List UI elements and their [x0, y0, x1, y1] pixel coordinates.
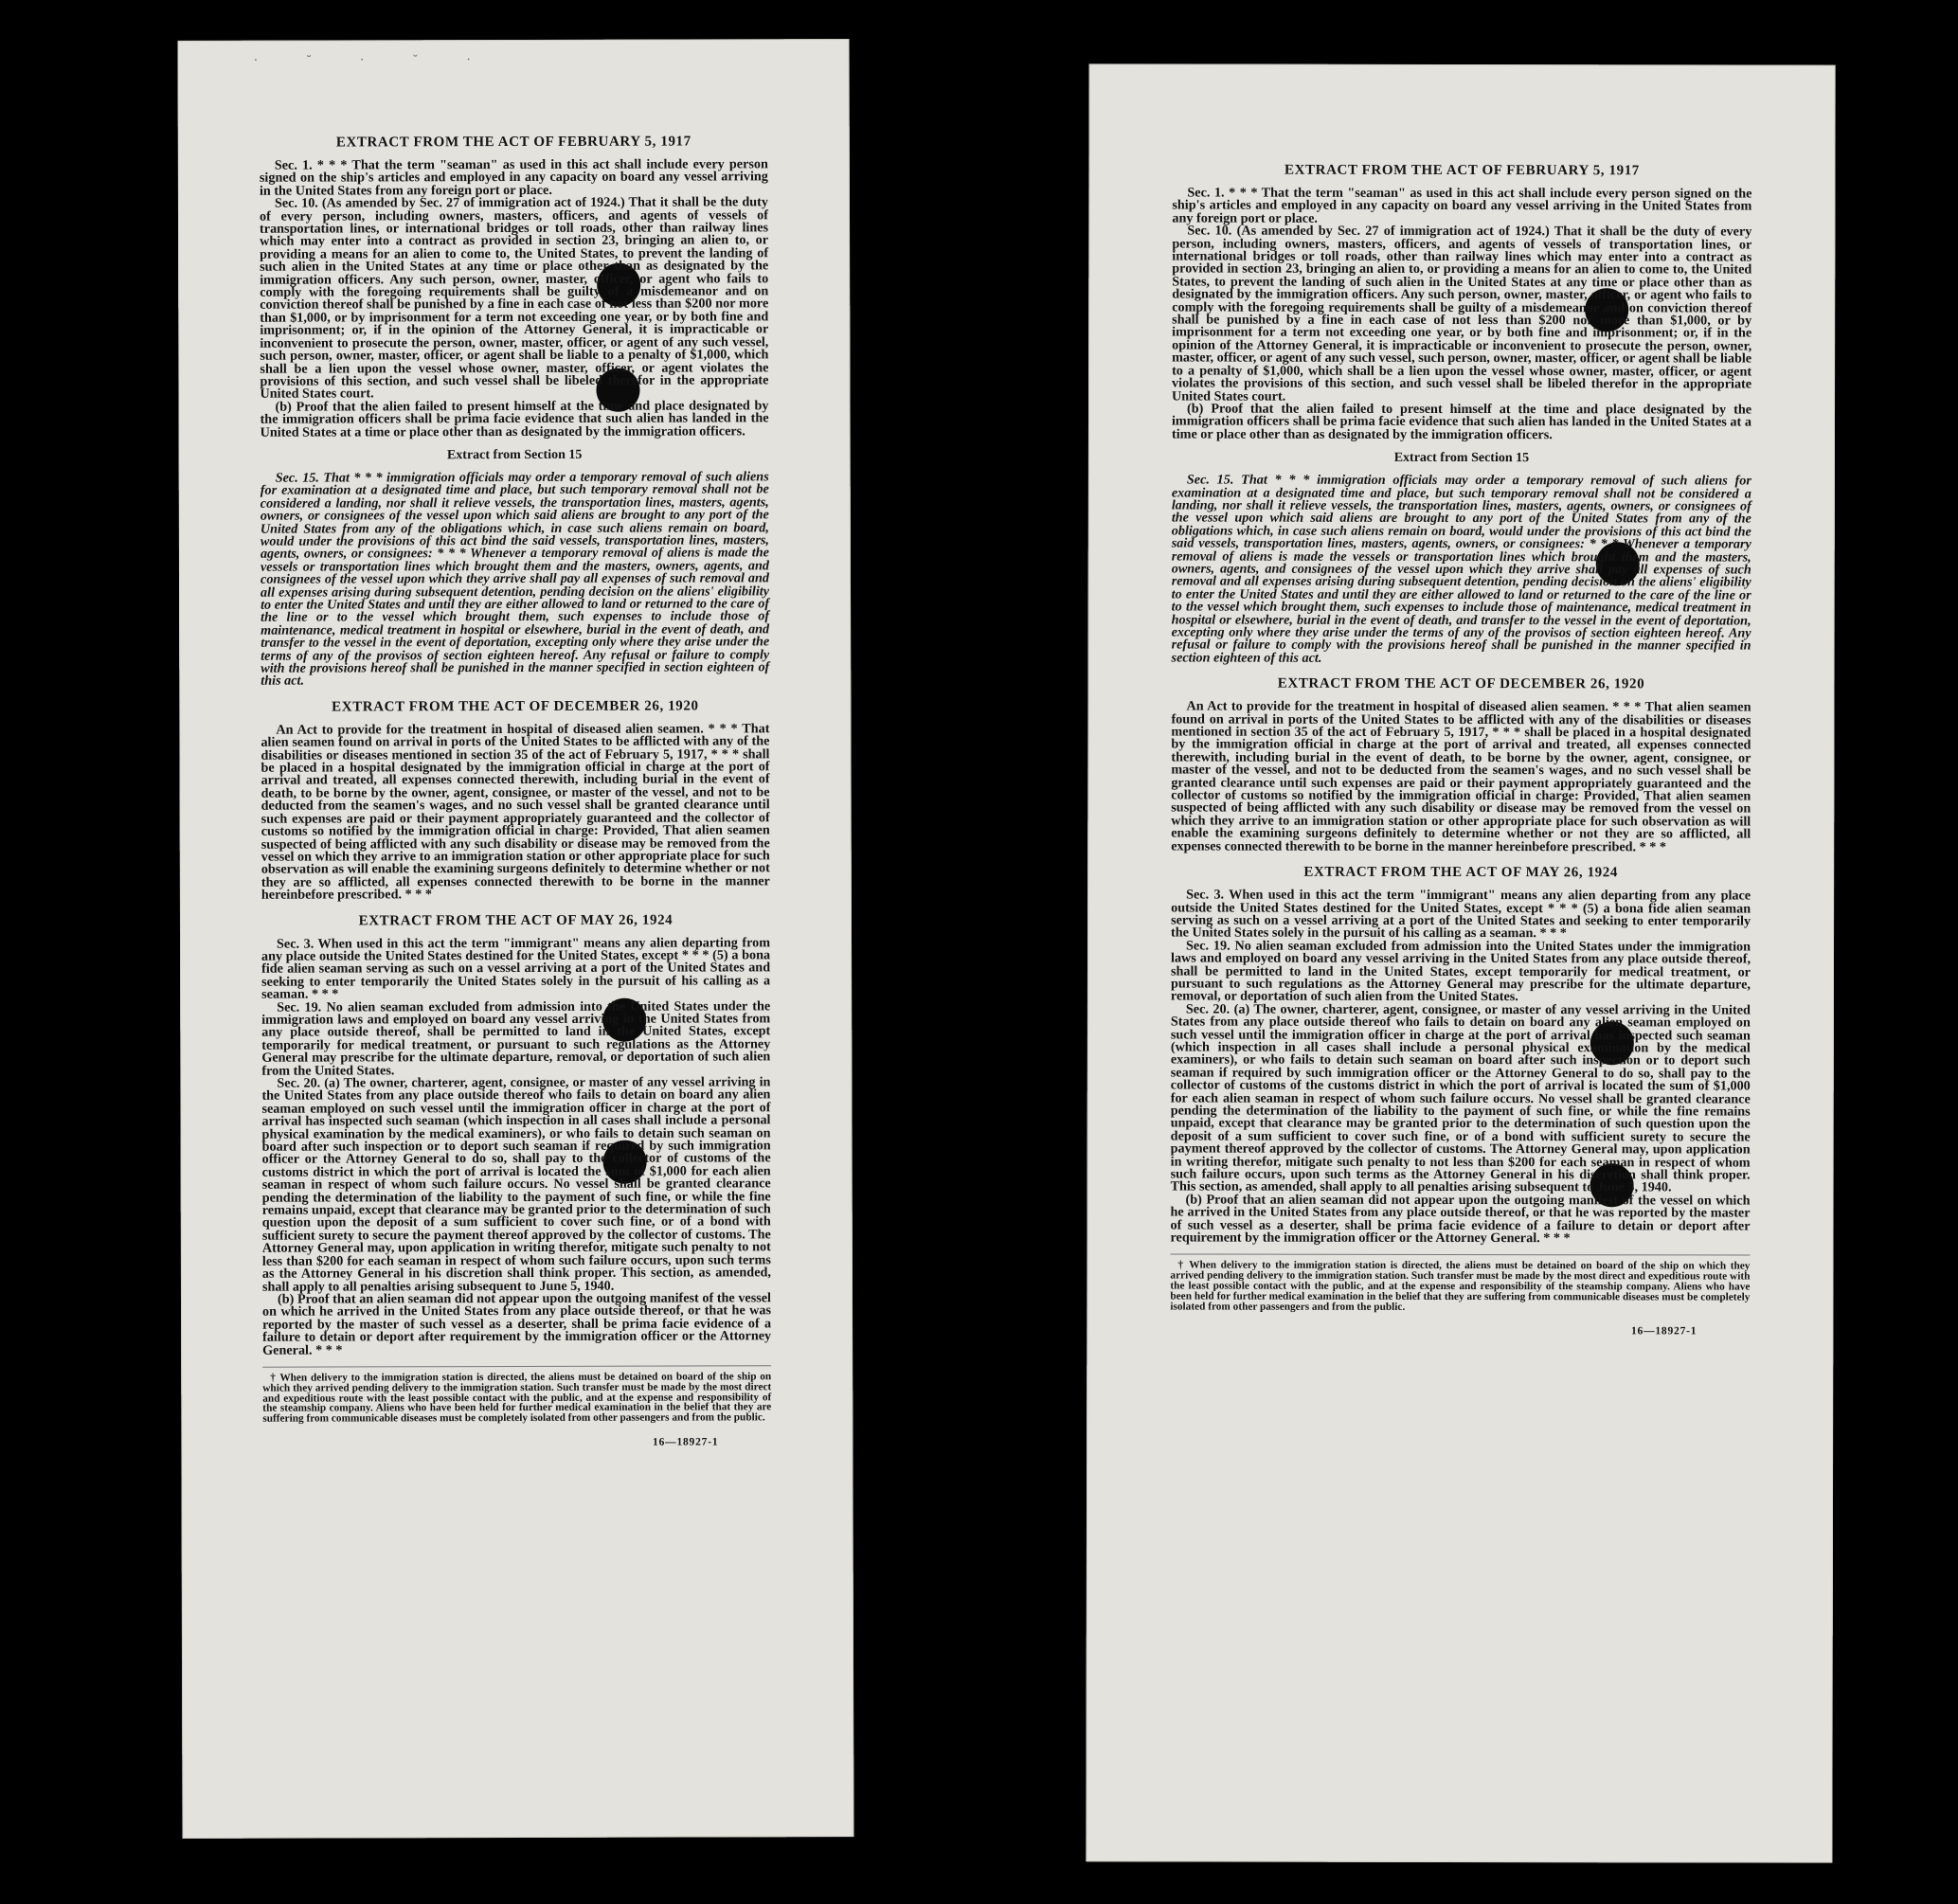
document-body — [260, 134, 772, 1448]
document-body — [1170, 162, 1751, 1338]
heading-act-1924: EXTRACT FROM THE ACT OF MAY 26, 1924 — [358, 912, 674, 928]
heading-act-1917: EXTRACT FROM THE ACT OF FEBRUARY 5, 1917 — [335, 134, 692, 151]
section-10-b: (b) Proof that the alien failed to present himself at the time and place designated by the immigration officers shall be prima facie evidence that such alien has landed in the United States at a time or place other than as designated by the immigration officers. — [260, 398, 769, 440]
section-3: Sec. 3. When used in this act the term "immigrant" means any alien departing from any place outside the United States destined for the United States, except * * * (5) a bona fide alien seaman serving as such on a vessel arriving at a port of the United States and seeking to enter temporarily the United States solely in the pursuit of his calling as a seaman. * * * — [261, 934, 771, 1002]
section-20-a: Sec. 20. (a) The owner, charterer, agent, consignee, or master of any vessel arriving in the United States from any place outside thereof who fails to detain on board any alien seaman employed on such vessel until the immigration officer in charge at the port of arrival has inspected such seaman (which inspection in all cases shall include a personal physical examination by the medical examiners), or who fails to detain such seaman on board after such inspection or to deport such seaman if required by such immigration officer or the Attorney General to do so, shall pay to the collector of customs of the customs district in which the port of arrival is located the sum of $1,000 for each alien seaman in respect of whom such failure occurs. No vessel shall be granted clearance pending the determination of the liability to the payment of such fine, or while the fine remains unpaid, except that clearance may be granted prior to the determination of such question upon the deposit of a sum sufficient to cover such fine, or of a bond with sufficient surety to secure the payment thereof approved by the collector of customs. The Attorney General may, upon application in writing therefor, mitigate such penalty to not less than $200 for each seaman in respect of whom such failure occurs, upon such terms as the Attorney General in his discretion shall think proper. This section, as amended, shall apply to all penalties arising subsequent to June 5, 1940. — [1170, 1001, 1751, 1195]
act-1920-text: An Act to provide for the treatment in hospital of diseased alien seamen. * * * That alien seamen found on arrival in ports of the United States to be afflicted with any of the disabilities or diseases mentioned in section 35 of the act of February 5, 1917, * * * shall be placed in a hospital designated by the immigration official in charge at the port of arrival and treated, all expenses connected therewith, including burial in the event of death, to be borne by the owner, agent, consignee, or master of the vessel, and not to be deducted from the seamen's wages, and no such vessel shall be granted clearance until such expenses are paid or their payment appropriately guaranteed and the collector of customs so notified by the immigration official in charge: Provided, That alien seamen suspected of being afflicted with any such disability or disease may be removed from the vessel on which they arrive to an immigration station or other appropriate place for such observation as will enable the examining surgeons definitely to determine whether or not they are so afflicted, all expenses connected therewith to be borne in the manner hereinbefore prescribed. * * * — [1171, 698, 1751, 855]
scan-specks: · ˘ · ˘ · — [253, 53, 494, 68]
heading-act-1924: EXTRACT FROM THE ACT OF MAY 26, 1924 — [1303, 864, 1618, 881]
subheading-section-15: Extract from Section 15 — [1393, 451, 1530, 466]
heading-act-1920: EXTRACT FROM THE ACT OF DECEMBER 26, 1920 — [332, 698, 699, 715]
section-20-b: (b) Proof that an alien seaman did not appear upon the outgoing manifest of the vessel on which he arrived in the United States from any place outside thereof, or that he was reported by the master of such vessel as a deserter, shall be prima facie evidence of a failure to detain or deport after requirement by the immigration officer or the Attorney General. * * * — [1170, 1192, 1751, 1247]
section-20-a: Sec. 20. (a) The owner, charterer, agent, consignee, or master of any vessel arriving in the United States from any place outside thereof who fails to detain on board any alien seaman employed on such vessel until the immigration officer in charge at the port of arrival has inspected such seaman (which inspection in all cases shall include a personal physical examination by the medical examiners), or who fails to detain such seaman on board after such inspection or to deport such seaman if required by such immigration officer or the Attorney General to do so, shall pay to the collector of customs of the customs district in which the port of arrival is located the sum of $1,000 for each alien seaman in respect of whom such failure occurs. No vessel shall be granted clearance pending the determination of the liability to the payment of such fine, or while the fine remains unpaid, except that clearance may be granted prior to the determination of such question upon the deposit of a sum sufficient to cover such fine, or of a bond with sufficient surety to secure the payment thereof approved by the collector of customs. The Attorney General may, upon application in writing therefor, mitigate such penalty to not less than $200 for each seaman in respect of whom such failure occurs, upon such terms as the Attorney General in his discretion shall think proper. This section, as amended, shall apply to all penalties arising subsequent to June 5, 1940. — [261, 1074, 771, 1295]
heading-act-1920: EXTRACT FROM THE ACT OF DECEMBER 26, 1920 — [1277, 675, 1645, 692]
document-page-right — [1086, 63, 1835, 1862]
section-10-b: (b) Proof that the alien failed to present himself at the time and place designated by the immigration officers shall be prima facie evidence that such alien has landed in the United States at a time or place other than as designated by the immigration officers. — [1171, 401, 1752, 442]
subheading-section-15: Extract from Section 15 — [446, 447, 583, 463]
section-10: Sec. 10. (As amended by Sec. 27 of immigration act of 1924.) That it shall be the duty of every person, including owners, masters, officers, and agents of vessels of transportation lines, or international bridges or toll roads, other than railway lines which may enter into a contract as provided in section 23, bringing an alien to, or providing a means for an alien to come to, the United States, to prevent the landing of such alien in the United States at any time or place other than as designated by the immigration officers. Any such person, owner, master, officer, or agent who fails to comply with the foregoing requirements shall be guilty of a misdemeanor and on conviction thereof shall be punished by a fine in each case of not less than $200 nor more than $1,000, or by imprisonment for a term not exceeding one year, or by both fine and imprisonment; or, if in the opinion of the Attorney General, it is impracticable or inconvenient to prosecute the person, owner, master, officer, or agent of any such vessel, such person, owner, master, officer, or agent shall be liable to a penalty of $1,000, which shall be a lien upon the vessel whose owner, master, officer, or agent violates the provisions of this section, and such vessel shall be libeled therefor in the appropriate United States court. — [1172, 223, 1752, 404]
footnote: † When delivery to the immigration station is directed, the aliens must be detained on board of the ship on which they arrived pending delivery to the immigration station. Such transfer must be made by the most direct and expeditious route with the least possible contact with the public, and at the expense and responsibility of the steamship company. Aliens who have been held for further medical examination in the belief that they are suffering from communicable diseases must be completely isolated from other passengers and from the public. — [262, 1365, 771, 1424]
section-1: Sec. 1. * * * That the term "seaman" as used in this act shall include every person signed on the ship's articles and employed in any capacity on board any vessel arriving in the United States from any foreign port or place. — [259, 156, 768, 199]
section-10: Sec. 10. (As amended by Sec. 27 of immigration act of 1924.) That it shall be the duty of every person, including owners, masters, officers, and agents of vessels of transportation lines, or international bridges or toll roads, other than railway lines which may enter into a contract as provided in section 23, bringing an alien to, or providing a means for an alien to come to, the United States, to prevent the landing of such alien in the United States at any time or place other than as designated by the immigration officers. Any such person, owner, master, officer, or agent who fails to comply with the foregoing requirements shall be guilty of a misdemeanor and on conviction thereof shall be punished by a fine in each case of not less than $200 nor more than $1,000, or by imprisonment for a term not exceeding one year, or by both fine and imprisonment; or, if in the opinion of the Attorney General, it is impracticable or inconvenient to prosecute the person, owner, master, officer, or agent of any such vessel, such person, owner, master, officer, or agent shall be liable to a penalty of $1,000, which shall be a lien upon the vessel whose owner, master, officer, or agent violates the provisions of this section, and such vessel shall be libeled therefor in the appropriate United States court. — [259, 194, 769, 403]
act-1920-text: An Act to provide for the treatment in hospital of diseased alien seamen. * * * That alien seamen found on arrival in ports of the United States to be afflicted with any of the disabilities or diseases mentioned in section 35 of the act of February 5, 1917, * * * shall be placed in a hospital designated by the immigration official in charge at the port of arrival and treated, all expenses connected therewith, including burial in the event of death, to be borne by the owner, agent, consignee, or master of the vessel, and not to be deducted from the seamen's wages, and no such vessel shall be granted clearance until such expenses are paid or their payment appropriately guaranteed and the collector of customs so notified by the immigration official in charge: Provided, That alien seamen suspected of being afflicted with any such disability or disease may be removed from the vessel on which they arrive to an immigration station or other appropriate place for such observation as will enable the examining surgeons definitely to determine whether or not they are so afflicted, all expenses connected therewith to be borne in the manner hereinbefore prescribed. * * * — [260, 721, 770, 903]
document-page-left — [178, 39, 854, 1839]
section-1: Sec. 1. * * * That the term "seaman" as used in this act shall include every person signed on the ship's articles and employed in any capacity on board any vessel arriving in the United States from any foreign port or place. — [1172, 185, 1752, 226]
section-20-b: (b) Proof that an alien seaman did not appear upon the outgoing manifest of the vessel on which he arrived in the United States from any place outside thereof, or that he was reported by the master of such vessel as a deserter, shall be prima facie evidence of a failure to detain or deport after requirement by the immigration officer or the Attorney General. * * * — [262, 1290, 772, 1358]
form-number: 16—18927-1 — [653, 1436, 719, 1448]
footnote: † When delivery to the immigration station is directed, the aliens must be detained on board of the ship on which they arrived pending delivery to the immigration station. Such transfer must be made by the most direct and expeditious route with the least possible contact with the public, and at the expense and responsibility of the steamship company. Aliens who have been held for further medical examination in the belief that they are suffering from communicable diseases must be completely isolated from other passengers and from the public. — [1170, 1254, 1750, 1313]
section-15: Sec. 15. That * * * immigration officials may order a temporary removal of such aliens for examination at a designated time and place, but such temporary removal shall not be considered a landing, nor shall it relieve vessels, the transportation lines, masters, agents, owners, or consignees of the vessel upon which said aliens are brought to any port of the United States from any of the obligations which, in case such aliens remain on board, would under the provisions of this act bind the said vessels, transportation lines, masters, agents, owners, or consignees: * * * Whenever a temporary removal of aliens is made the vessels or transportation lines which brought them and the masters, owners, agents, and consignees of the vessel upon which they arrive shall pay all expenses of such removal and all expenses arising during subsequent detention, pending decision on the aliens' eligibility to enter the United States and until they are either allowed to land or returned to the care of the line or to the vessel which brought them, such expenses to include those of maintenance, medical treatment in hospital or elsewhere, burial in the event of death, and transfer to the vessel in the event of deportation, excepting only where they arise under the terms of any of the provisos of section eighteen hereof. Any refusal or failure to comply with the provisions hereof shall be punished in the manner specified in section eighteen of this act. — [260, 469, 770, 690]
heading-act-1917: EXTRACT FROM THE ACT OF FEBRUARY 5, 1917 — [1284, 162, 1640, 179]
form-number: 16—18927-1 — [1630, 1325, 1698, 1338]
section-19: Sec. 19. No alien seaman excluded from admission into the United States under the immigration laws and employed on board any vessel arriving in the United States from any place outside thereof, shall be permitted to land in the United States, except temporarily for medical treatment, or pursuant to such regulations as the Attorney General may prescribe for the ultimate departure, removal, or deportation of such alien from the United States. — [261, 997, 771, 1079]
section-3: Sec. 3. When used in this act the term "immigrant" means any alien departing from any place outside the United States destined for the United States, except * * * (5) a bona fide alien seaman serving as such on a vessel arriving at a port of the United States and seeking to enter temporarily the United States solely in the pursuit of his calling as a seaman. * * * — [1171, 887, 1751, 942]
section-15: Sec. 15. That * * * immigration officials may order a temporary removal of such aliens for examination at a designated time and place, but such temporary removal shall not be considered a landing, nor shall it relieve vessels, the transportation lines, masters, agents, owners, or consignees of the vessel upon which said aliens are brought to any port of the United States from any of the obligations which, in case such aliens remain on board, would under the provisions of this act bind the said vessels, transportation lines, masters, agents, owners, or consignees: * * * Whenever a temporary removal of aliens is made the vessels or transportation lines which brought them and the masters, owners, agents, and consignees of the vessel upon which they arrive shall pay all expenses of such removal and all expenses arising during subsequent detention, pending decision on the aliens' eligibility to enter the United States and until they are either allowed to land or returned to the care of the line or to the vessel which brought them, such expenses to include those of maintenance, medical treatment in hospital or elsewhere, burial in the event of death, and transfer to the vessel in the event of deportation, excepting only where they arise under the terms of any of the provisos of section eighteen hereof. Any refusal or failure to comply with the provisions hereof shall be punished in the manner specified in section eighteen of this act. — [1171, 472, 1751, 666]
section-19: Sec. 19. No alien seaman excluded from admission into the United States under the immigration laws and employed on board any vessel arriving in the United States from any place outside thereof, shall be permitted to land in the United States, except temporarily for medical treatment, or pursuant to such regulations as the Attorney General may prescribe for the ultimate departure, removal, or deportation of such alien from the United States. — [1170, 938, 1751, 1005]
